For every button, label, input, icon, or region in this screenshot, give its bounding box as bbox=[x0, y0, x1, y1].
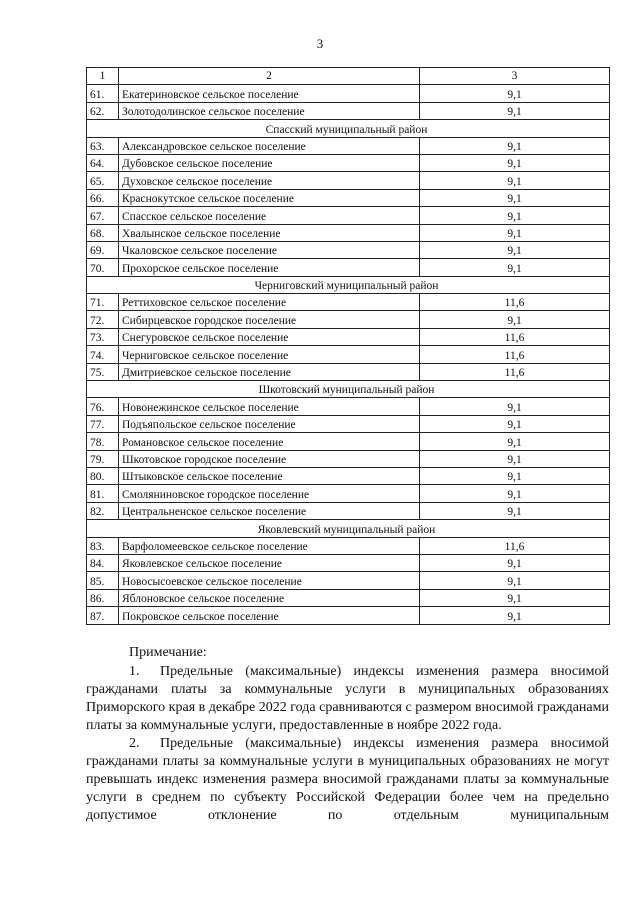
index-value: 9,1 bbox=[420, 259, 610, 276]
index-value: 9,1 bbox=[420, 450, 610, 467]
table-row bbox=[87, 467, 610, 484]
settlement-name: Новонежинское сельское поселение bbox=[119, 398, 420, 415]
index-value: 11,6 bbox=[420, 328, 610, 345]
district-name: Шкотовский муниципальный район bbox=[87, 381, 610, 398]
settlement-name: Новосысоевское сельское поселение bbox=[119, 572, 420, 589]
table-row bbox=[87, 259, 610, 276]
district-header-row bbox=[87, 276, 610, 293]
table-row bbox=[87, 85, 610, 102]
district-header-row bbox=[87, 120, 610, 137]
row-number: 83. bbox=[87, 537, 119, 554]
settlement-name: Александровское сельское поселение bbox=[119, 137, 420, 154]
settlement-name: Дмитриевское сельское поселение bbox=[119, 363, 420, 380]
table-row bbox=[87, 102, 610, 119]
row-number: 68. bbox=[87, 224, 119, 241]
district-header-row bbox=[87, 520, 610, 537]
table-row bbox=[87, 154, 610, 171]
table-row bbox=[87, 189, 610, 206]
table-row bbox=[87, 572, 610, 589]
settlement-name: Реттиховское сельское поселение bbox=[119, 294, 420, 311]
row-number: 78. bbox=[87, 433, 119, 450]
settlement-name: Дубовское сельское поселение bbox=[119, 154, 420, 171]
district-header-row bbox=[87, 381, 610, 398]
row-number: 82. bbox=[87, 502, 119, 519]
table-body bbox=[87, 68, 610, 625]
index-value: 9,1 bbox=[420, 189, 610, 206]
settlement-name: Центральненское сельское поселение bbox=[119, 502, 420, 519]
settlement-name: Шкотовское городское поселение bbox=[119, 450, 420, 467]
row-number: 74. bbox=[87, 346, 119, 363]
header-cell-value: 3 bbox=[420, 68, 610, 85]
settlement-name: Яблоновское сельское поселение bbox=[119, 589, 420, 606]
index-value: 9,1 bbox=[420, 607, 610, 624]
index-value: 9,1 bbox=[420, 154, 610, 171]
table-row bbox=[87, 589, 610, 606]
row-number: 79. bbox=[87, 450, 119, 467]
index-value: 11,6 bbox=[420, 294, 610, 311]
table-row bbox=[87, 415, 610, 432]
index-value: 9,1 bbox=[420, 502, 610, 519]
row-number: 87. bbox=[87, 607, 119, 624]
table-row bbox=[87, 433, 610, 450]
row-number: 77. bbox=[87, 415, 119, 432]
settlement-name: Подъяпольское сельское поселение bbox=[119, 415, 420, 432]
row-number: 73. bbox=[87, 328, 119, 345]
settlement-name: Яковлевское сельское поселение bbox=[119, 554, 420, 571]
index-value: 9,1 bbox=[420, 572, 610, 589]
settlement-name: Варфоломеевское сельское поселение bbox=[119, 537, 420, 554]
table-row bbox=[87, 294, 610, 311]
index-value: 11,6 bbox=[420, 346, 610, 363]
index-value: 11,6 bbox=[420, 363, 610, 380]
settlement-name: Сибирцевское городское поселение bbox=[119, 311, 420, 328]
settlement-name: Штыковское сельское поселение bbox=[119, 467, 420, 484]
index-value: 9,1 bbox=[420, 467, 610, 484]
page-number: 3 bbox=[316, 36, 324, 51]
note-item-2 bbox=[86, 735, 609, 825]
settlement-name: Краснокутское сельское поселение bbox=[119, 189, 420, 206]
table-row bbox=[87, 537, 610, 554]
row-number: 65. bbox=[87, 172, 119, 189]
table-row bbox=[87, 311, 610, 328]
row-number: 69. bbox=[87, 241, 119, 258]
row-number: 61. bbox=[87, 85, 119, 102]
table-row bbox=[87, 485, 610, 502]
table-row bbox=[87, 450, 610, 467]
settlement-name: Чкаловское сельское поселение bbox=[119, 241, 420, 258]
index-value: 9,1 bbox=[420, 398, 610, 415]
row-number: 63. bbox=[87, 137, 119, 154]
row-number: 64. bbox=[87, 154, 119, 171]
index-value: 9,1 bbox=[420, 311, 610, 328]
note-item-text: Предельные (максимальные) индексы изменения размера вносимой гражданами платы за коммунальные услуги в муниципальных образованиях Приморского края в декабре 2022 года сравниваются с размером вносимой гражданами платы за коммунальные услуги, предоставленные в ноябре 2022 года. bbox=[86, 664, 609, 733]
district-name: Черниговский муниципальный район bbox=[87, 276, 610, 293]
settlement-name: Покровское сельское поселение bbox=[119, 607, 420, 624]
table-row bbox=[87, 363, 610, 380]
row-number: 75. bbox=[87, 363, 119, 380]
index-value: 9,1 bbox=[420, 554, 610, 571]
row-number: 72. bbox=[87, 311, 119, 328]
index-value: 9,1 bbox=[420, 415, 610, 432]
table-row bbox=[87, 172, 610, 189]
settlement-name: Екатериновское сельское поселение bbox=[119, 85, 420, 102]
note-item-number: 1. bbox=[129, 664, 140, 679]
notes-title: Примечание: bbox=[129, 645, 207, 660]
note-item-number: 2. bbox=[129, 736, 140, 751]
index-value: 9,1 bbox=[420, 137, 610, 154]
row-number: 70. bbox=[87, 259, 119, 276]
table-row bbox=[87, 207, 610, 224]
table-row bbox=[87, 346, 610, 363]
row-number: 76. bbox=[87, 398, 119, 415]
note-item-1 bbox=[86, 663, 609, 735]
row-number: 86. bbox=[87, 589, 119, 606]
row-number: 71. bbox=[87, 294, 119, 311]
table-row bbox=[87, 607, 610, 624]
settlement-name: Смоляниновское городское поселение bbox=[119, 485, 420, 502]
notes-section bbox=[86, 644, 609, 825]
table-row bbox=[87, 137, 610, 154]
district-name: Яковлевский муниципальный район bbox=[87, 520, 610, 537]
table-row bbox=[87, 241, 610, 258]
settlement-name: Снегуровское сельское поселение bbox=[119, 328, 420, 345]
index-value: 9,1 bbox=[420, 85, 610, 102]
table-row bbox=[87, 398, 610, 415]
index-value: 9,1 bbox=[420, 172, 610, 189]
settlement-name: Хвалынское сельское поселение bbox=[119, 224, 420, 241]
header-cell-number: 1 bbox=[87, 68, 119, 85]
index-value: 9,1 bbox=[420, 485, 610, 502]
row-number: 80. bbox=[87, 467, 119, 484]
index-value: 9,1 bbox=[420, 241, 610, 258]
table-header-row bbox=[87, 68, 610, 85]
table-row bbox=[87, 328, 610, 345]
index-value: 9,1 bbox=[420, 433, 610, 450]
table-row bbox=[87, 502, 610, 519]
settlement-name: Духовское сельское поселение bbox=[119, 172, 420, 189]
settlement-name: Черниговское сельское поселение bbox=[119, 346, 420, 363]
row-number: 81. bbox=[87, 485, 119, 502]
settlement-name: Спасское сельское поселение bbox=[119, 207, 420, 224]
settlement-name: Прохорское сельское поселение bbox=[119, 259, 420, 276]
table-row bbox=[87, 224, 610, 241]
index-value: 9,1 bbox=[420, 224, 610, 241]
index-table bbox=[86, 67, 610, 625]
header-cell-name: 2 bbox=[119, 68, 420, 85]
index-value: 11,6 bbox=[420, 537, 610, 554]
settlement-name: Романовское сельское поселение bbox=[119, 433, 420, 450]
row-number: 62. bbox=[87, 102, 119, 119]
row-number: 84. bbox=[87, 554, 119, 571]
settlement-name: Золотодолинское сельское поселение bbox=[119, 102, 420, 119]
row-number: 66. bbox=[87, 189, 119, 206]
index-value: 9,1 bbox=[420, 589, 610, 606]
note-item-text: Предельные (максимальные) индексы изменения размера вносимой гражданами платы за коммунальные услуги в муниципальных образованиях не могут превышать индекс изменения размера вносимой гражданами платы за коммунальные услуги в среднем по субъекту Российской Федерации более чем на предельно допустимое отклонение по отдельным муниципальным bbox=[86, 736, 609, 823]
row-number: 85. bbox=[87, 572, 119, 589]
row-number: 67. bbox=[87, 207, 119, 224]
index-value: 9,1 bbox=[420, 102, 610, 119]
table-row bbox=[87, 554, 610, 571]
index-value: 9,1 bbox=[420, 207, 610, 224]
district-name: Спасский муниципальный район bbox=[87, 120, 610, 137]
